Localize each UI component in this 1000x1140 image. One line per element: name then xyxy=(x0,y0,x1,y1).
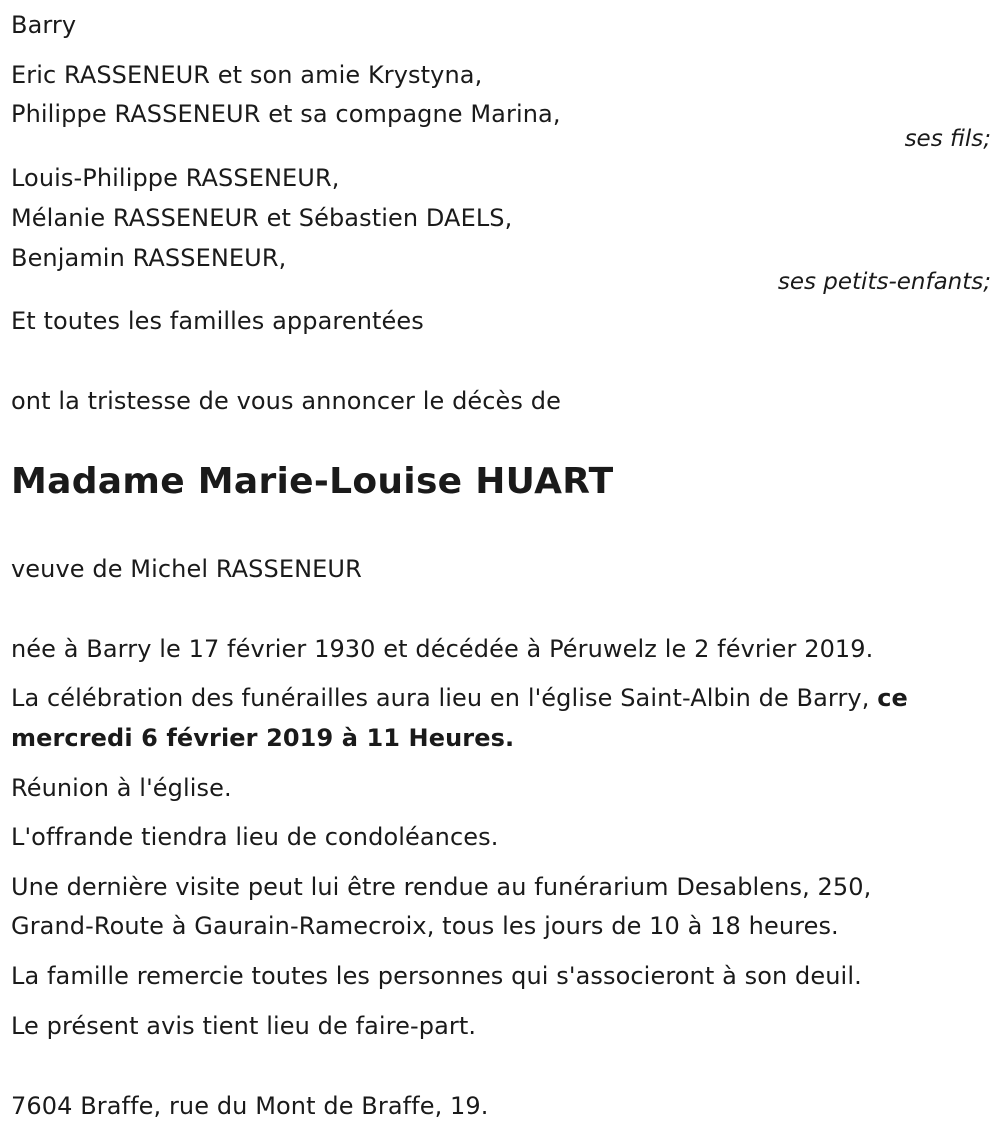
visit-line-2: Grand-Route à Gaurain-Ramecroix, tous les jours de 10 à 18 heures. xyxy=(11,912,839,940)
families-line: Et toutes les familles apparentées xyxy=(11,307,424,335)
village-name: Barry xyxy=(11,11,77,39)
funeral-text: La célébration des funérailles aura lieu en l'église Saint-Albin de Barry, xyxy=(11,684,878,712)
grandchild-line-2: Mélanie RASSENEUR et Sébastien DAELS, xyxy=(11,204,513,232)
grandchildren-role: ses petits-enfants; xyxy=(777,269,991,295)
funeral-date-start: ce xyxy=(877,684,908,712)
grandchild-line-1: Louis-Philippe RASSENEUR, xyxy=(11,164,340,192)
address-line: 7604 Braffe, rue du Mont de Braffe, 19. xyxy=(11,1092,489,1120)
funeral-line-1 xyxy=(11,679,908,718)
son-line-2: Philippe RASSENEUR et sa compagne Marina, xyxy=(11,100,561,128)
widow-line: veuve de Michel RASSENEUR xyxy=(11,555,362,583)
birth-death-line: née à Barry le 17 février 1930 et décédée à Péruwelz le 2 février 2019. xyxy=(11,635,874,663)
thanks-line: La famille remercie toutes les personnes qui s'associeront à son deuil. xyxy=(11,962,862,990)
sons-role: ses fils; xyxy=(904,126,991,152)
visit-line-1: Une dernière visite peut lui être rendue au funérarium Desablens, 250, xyxy=(11,873,872,901)
meeting-line: Réunion à l'église. xyxy=(11,774,232,802)
funeral-date: mercredi 6 février 2019 à 11 Heures. xyxy=(11,724,515,752)
grandchild-line-3: Benjamin RASSENEUR, xyxy=(11,244,287,272)
announcement-line: ont la tristesse de vous annoncer le décès de xyxy=(11,387,561,415)
offering-line: L'offrande tiendra lieu de condoléances. xyxy=(11,823,499,851)
son-line-1: Eric RASSENEUR et son amie Krystyna, xyxy=(11,61,483,89)
deceased-name: Madame Marie-Louise HUART xyxy=(11,461,614,502)
notice-line: Le présent avis tient lieu de faire-part. xyxy=(11,1012,477,1040)
